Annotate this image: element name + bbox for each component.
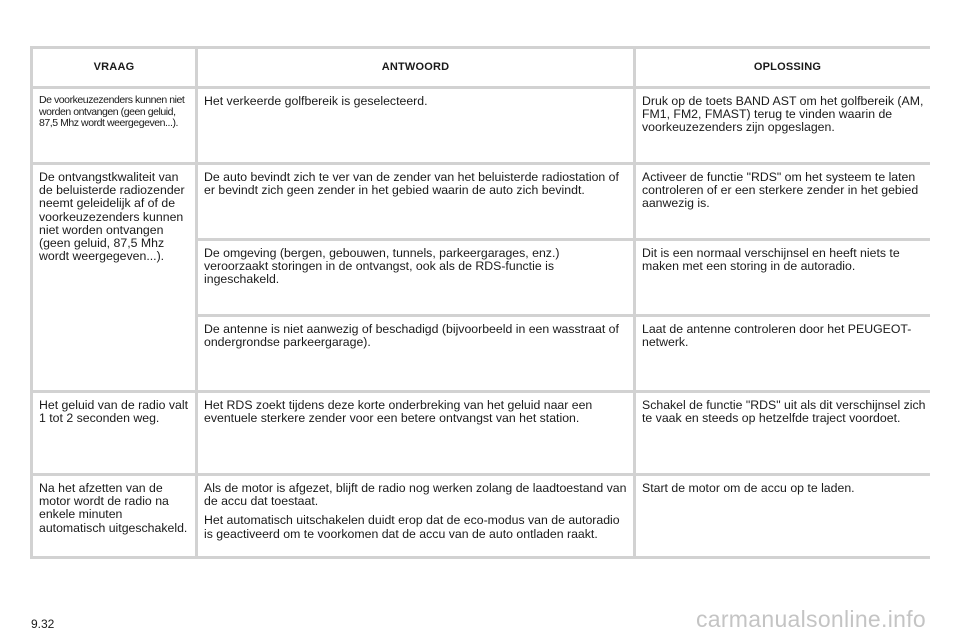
answer-text: Het RDS zoekt tijdens deze korte onderbreking van het geluid naar een eventuele sterkere zender voor een betere ontvangst van het station. — [204, 398, 593, 426]
solution-cell: Start de motor om de accu op te laden. — [636, 476, 939, 556]
solution-cell: Dit is een normaal verschijnsel en heeft niets te maken met een storing in de autoradio. — [636, 241, 939, 314]
header-solution: OPLOSSING — [636, 49, 939, 86]
answer-cell — [198, 89, 633, 162]
answer-text: Het verkeerde golfbereik is geselecteerd. — [204, 94, 428, 108]
page-number: 9.32 — [31, 617, 55, 631]
solution-cell: Druk op de toets BAND AST om het golfbereik (AM, FM1, FM2, FMAST) terug te vinden waarin de voorkeuzezenders zijn opgeslagen. — [636, 89, 939, 162]
question-cell: De voorkeuzezenders kunnen niet worden ontvangen (geen geluid, 87,5 Mhz wordt weergegeven...). — [33, 89, 195, 162]
header-question: VRAAG — [33, 49, 195, 86]
question-cell: Na het afzetten van de motor wordt de radio na enkele minuten automatisch uitgeschakeld. — [33, 476, 195, 556]
header-answer: ANTWOORD — [198, 49, 633, 86]
answer-text: De antenne is niet aanwezig of beschadigd (bijvoorbeeld in een wasstraat of ondergrondse parkeergarage). — [204, 322, 619, 350]
solution-cell: Laat de antenne controleren door het PEUGEOT-netwerk. — [636, 317, 939, 390]
answer-cell — [198, 317, 633, 390]
watermark: carmanualsonline.info — [695, 606, 926, 632]
solution-cell: Activeer de functie "RDS" om het systeem te laten controleren of er een sterkere zender in het gebied aanwezig is. — [636, 165, 939, 238]
question-cell: De ontvangstkwaliteit van de beluisterde radiozender neemt geleidelijk af of de voorkeuzezenders kunnen niet worden ontvangen (geen geluid, 87,5 Mhz wordt weergegeven...). — [33, 165, 195, 390]
answer-text: De auto bevindt zich te ver van de zender van het beluisterde radiostation of er bevindt zich geen zender in het gebied waarin de auto zich bevindt. — [204, 170, 619, 198]
answer-text: De omgeving (bergen, gebouwen, tunnels, parkeergarages, enz.) veroorzaakt storingen in de ontvangst, ook als de RDS-functie is ingeschakeld. — [204, 246, 560, 287]
answer-text: Het automatisch uitschakelen duidt erop dat de eco-modus van de autoradio is geactiveerd om te voorkomen dat de accu van de auto ontladen raakt. — [204, 513, 620, 541]
question-cell: Het geluid van de radio valt 1 tot 2 seconden weg. — [33, 393, 195, 473]
answer-cell — [198, 393, 633, 473]
answer-text: Als de motor is afgezet, blijft de radio nog werken zolang de laadtoestand van de accu dat toestaat. — [204, 481, 627, 509]
answer-cell — [198, 241, 633, 314]
solution-cell: Schakel de functie "RDS" uit als dit verschijnsel zich te vaak en steeds op hetzelfde traject voordoet. — [636, 393, 939, 473]
answer-cell — [198, 476, 633, 556]
answer-cell — [198, 165, 633, 238]
troubleshooting-table — [30, 46, 930, 559]
